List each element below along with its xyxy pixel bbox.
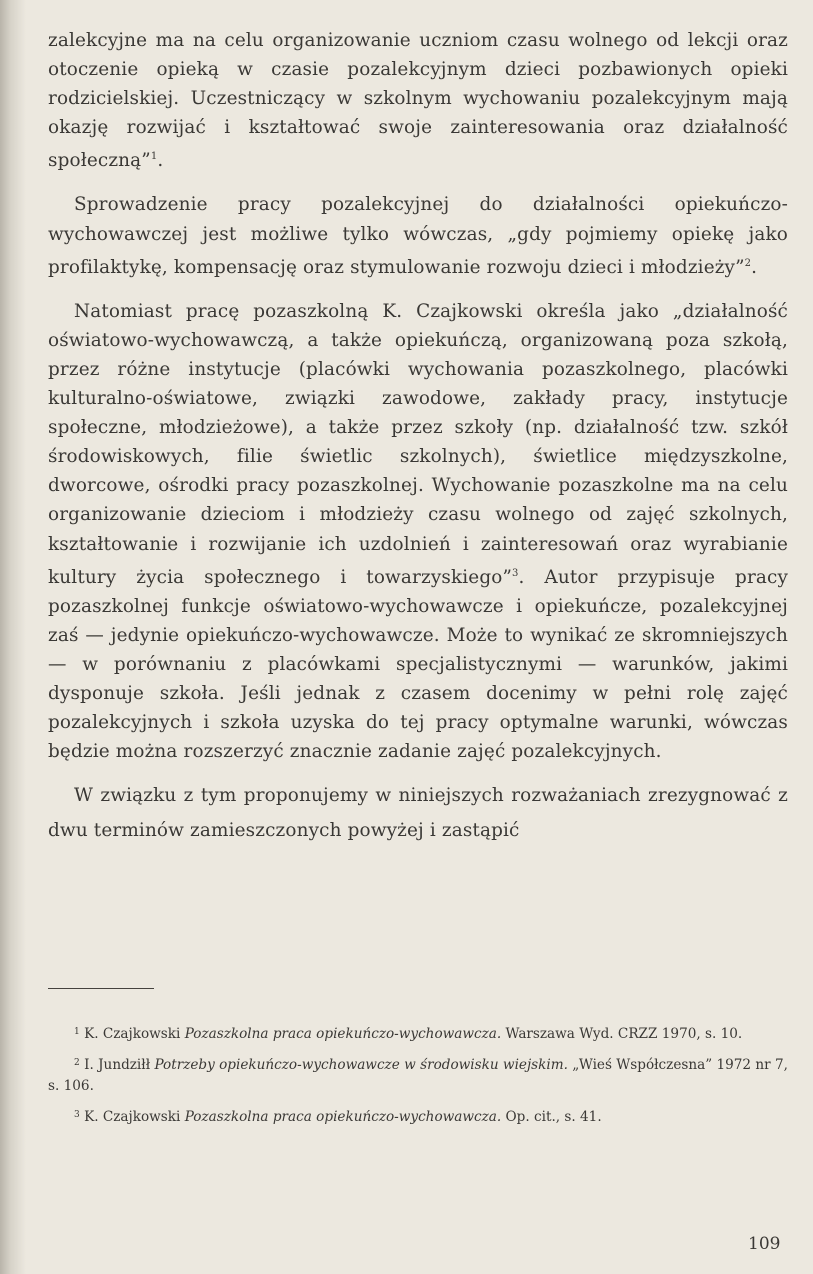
body-text xyxy=(48,26,788,846)
paragraph-tail: . xyxy=(157,150,164,172)
paragraph-2 xyxy=(48,190,788,281)
paragraph-text: zalekcyjne ma na celu organizowanie uczniom czasu wolnego od lekcji oraz otoczenie opieką w czasie pozalekcyjnym dzieci pozbawionych opieki rodzicielskiej. Uczestniczący w szkolnym wychowaniu pozalekcyjnym mają okazję rozwijać i kształtować swoje zainteresowania oraz działalność społeczną” xyxy=(48,30,788,172)
footnote-1 xyxy=(48,1022,788,1045)
paragraph-4 xyxy=(48,781,788,845)
footnote-author: I. Jundziłł xyxy=(84,1057,151,1073)
footnotes xyxy=(48,1022,788,1128)
book-spine-shadow xyxy=(0,0,26,1274)
footnote-author: K. Czajkowski xyxy=(84,1109,181,1125)
footnote-rest: Op. cit., s. 41. xyxy=(505,1109,602,1125)
footnote-title: Pozaszkolna praca opiekuńczo-wychowawcza. xyxy=(184,1026,502,1042)
footnote-number: 2 xyxy=(74,1058,80,1068)
footnote-3 xyxy=(48,1105,788,1128)
paragraph-tail: . Autor przypisuje pracy pozaszkolnej funkcje oświatowo-wychowawcze i opiekuńcze, pozalekcyjnej zaś — jedynie opiekuńczo-wychowawcze. Może to wynikać ze skromniejszych — w porównaniu z placówkami specjalistycznymi — warunków, jakimi dysponuje szkoła. Jeśli jednak z czasem docenimy w pełni rolę zajęć pozalekcyjnych i szkoła uzyska do tej pracy optymalne warunki, wówczas będzie można rozszerzyć znacznie zadanie zajęć pozalekcyjnych. xyxy=(48,566,788,763)
paragraph-text: Sprowadzenie pracy pozalekcyjnej do działalności opiekuńczo-wychowawczej jest możliwe tylko wówczas, „gdy pojmiemy opiekę jako profilaktykę, kompensację oraz stymulowanie rozwoju dzieci i młodzieży” xyxy=(48,194,788,278)
page-number: 109 xyxy=(748,1234,781,1254)
footnote-ref-2: 2 xyxy=(744,257,752,269)
footnote-author: K. Czajkowski xyxy=(84,1026,181,1042)
footnote-title: Pozaszkolna praca opiekuńczo-wychowawcza. xyxy=(184,1109,502,1125)
footnote-2 xyxy=(48,1053,788,1097)
footnote-title: Potrzeby opiekuńczo-wychowawcze w środowisku wiejskim. xyxy=(154,1057,568,1073)
footnote-rest: „Wieś Współczesna” 1972 nr 7, s. 106. xyxy=(48,1057,788,1094)
paragraph-text: Natomiast pracę pozaszkolną K. Czajkowski określa jako „działalność oświatowo-wychowawczą, a także opiekuńczą, organizowaną poza szkołą, przez różne instytucje (placówki wychowania pozaszkolnego, placówki kulturalno-oświatowe, związki zawodowe, zakłady pracy, instytucje społeczne, młodzieżowe), a także przez szkoły (np. działalność tzw. szkół środowiskowych, filie świetlic szkolnych), świetlice międzyszkolne, dworcowe, ośrodki pracy pozaszkolnej. Wychowanie pozaszkolne ma na celu organizowanie dzieciom i młodzieży czasu wolnego od zajęć szkolnych, kształtowanie i rozwijanie ich uzdolnień i zainteresowań oraz wyrabianie kultury życia społecznego i towarzyskiego” xyxy=(48,300,788,588)
paragraph-tail: . xyxy=(751,256,758,278)
footnote-number: 1 xyxy=(74,1027,80,1037)
footnote-ref-3: 3 xyxy=(512,567,519,579)
footnote-number: 3 xyxy=(74,1110,80,1120)
footnote-rest: Warszawa Wyd. CRZZ 1970, s. 10. xyxy=(505,1026,743,1042)
footnote-separator xyxy=(48,988,154,989)
paragraph-3 xyxy=(48,297,788,767)
paragraph-1 xyxy=(48,26,788,175)
paragraph-text: W związku z tym proponujemy w niniejszych rozważaniach zrezygnować z dwu terminów zamieszczonych powyżej i zastąpić xyxy=(48,785,788,842)
footnote-ref-1: 1 xyxy=(150,151,158,163)
